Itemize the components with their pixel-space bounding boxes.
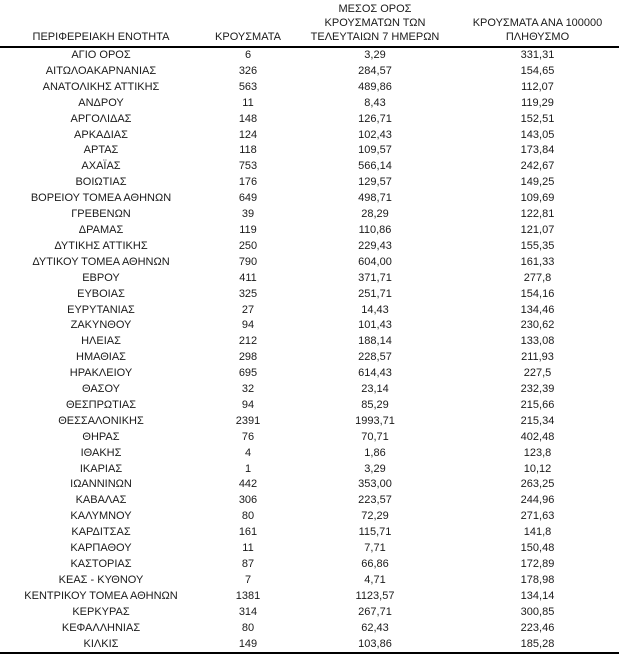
cell-per-100k: 277,8 bbox=[523, 271, 552, 284]
cell-cases: 176 bbox=[238, 176, 258, 189]
cell-avg-7day: 62,43 bbox=[361, 621, 389, 634]
table-row bbox=[0, 287, 619, 303]
cell-avg-7day: 251,71 bbox=[358, 287, 392, 300]
table-row bbox=[0, 334, 619, 350]
table-row bbox=[0, 318, 619, 334]
cell-avg-7day: 72,29 bbox=[361, 510, 389, 523]
table-header bbox=[0, 0, 619, 47]
cell-region: ΕΒΡΟΥ bbox=[82, 271, 120, 284]
cell-region: ΒΟΙΩΤΙΑΣ bbox=[75, 176, 127, 189]
cell-cases: 27 bbox=[241, 303, 255, 316]
cell-region: ΘΑΣΟΥ bbox=[81, 383, 121, 396]
column-header-cases: ΚΡΟΥΣΜΑΤΑ bbox=[202, 0, 294, 47]
table-row bbox=[0, 159, 619, 175]
cell-cases: 563 bbox=[238, 80, 258, 93]
table-row bbox=[0, 303, 619, 319]
cell-region: ΚΕΑΣ - ΚΥΘΝΟΥ bbox=[58, 573, 144, 586]
cell-per-100k: 112,07 bbox=[521, 80, 554, 93]
cell-region: ΚΑΣΤΟΡΙΑΣ bbox=[70, 558, 132, 570]
column-header-per-100k: ΚΡΟΥΣΜΑΤΑ ΑΝΑ 100000 ΠΛΗΘΥΣΜΟ bbox=[456, 0, 619, 47]
cell-avg-7day: 126,71 bbox=[358, 112, 392, 125]
table-row bbox=[0, 477, 619, 493]
cell-avg-7day: 228,57 bbox=[358, 351, 392, 364]
cell-cases: 76 bbox=[241, 430, 255, 443]
cell-per-100k: 134,46 bbox=[520, 303, 555, 316]
cell-avg-7day: 353,00 bbox=[358, 478, 392, 491]
cell-per-100k: 10,12 bbox=[523, 462, 552, 475]
cell-region: ΚΕΦΑΛΛΗΝΙΑΣ bbox=[61, 621, 141, 634]
cell-region: ΘΕΣΠΡΩΤΙΑΣ bbox=[65, 398, 137, 411]
cell-region: ΑΡΚΑΔΙΑΣ bbox=[74, 128, 128, 141]
cell-per-100k: 223,46 bbox=[520, 621, 555, 634]
cell-avg-7day: 489,86 bbox=[358, 80, 392, 93]
cell-avg-7day: 28,29 bbox=[361, 208, 389, 221]
cell-cases: 148 bbox=[238, 112, 258, 125]
cell-region: ΕΥΡΥΤΑΝΙΑΣ bbox=[67, 303, 135, 316]
cell-per-100k: 300,85 bbox=[520, 605, 555, 618]
cell-region: ΑΧΑΪΑΣ bbox=[81, 160, 121, 173]
cell-avg-7day: 129,57 bbox=[358, 176, 392, 189]
cell-cases: 325 bbox=[238, 287, 258, 300]
cell-cases: 411 bbox=[239, 271, 257, 284]
cell-per-100k: 215,34 bbox=[520, 414, 555, 427]
table-row bbox=[0, 223, 619, 239]
cell-per-100k: 331,31 bbox=[520, 49, 555, 61]
cell-region: ΘΕΣΣΑΛΟΝΙΚΗΣ bbox=[58, 414, 144, 427]
cell-region: ΔΥΤΙΚΗΣ ΑΤΤΙΚΗΣ bbox=[54, 239, 148, 252]
table-row bbox=[0, 414, 619, 430]
cell-per-100k: 154,16 bbox=[520, 287, 555, 300]
cell-avg-7day: 70,71 bbox=[361, 430, 389, 443]
cell-avg-7day: 498,71 bbox=[358, 192, 392, 205]
table-row bbox=[0, 80, 619, 96]
cell-cases: 442 bbox=[238, 478, 258, 491]
cell-region: ΑΡΓΟΛΙΔΑΣ bbox=[70, 112, 132, 125]
cell-region: ΚΕΝΤΡΙΚΟΥ ΤΟΜΕΑ ΑΘΗΝΩΝ bbox=[24, 589, 178, 602]
cell-cases: 2391 bbox=[235, 414, 261, 427]
cell-cases: 32 bbox=[241, 383, 255, 396]
cell-cases: 7 bbox=[244, 573, 252, 586]
cell-region: ΚΑΡΠΑΘΟΥ bbox=[70, 542, 132, 555]
cell-cases: 161 bbox=[238, 526, 258, 539]
cell-cases: 649 bbox=[238, 192, 258, 205]
cell-cases: 250 bbox=[238, 239, 258, 252]
table-row bbox=[0, 430, 619, 446]
cell-cases: 119 bbox=[239, 223, 257, 236]
cell-per-100k: 178,98 bbox=[520, 573, 555, 586]
table-body bbox=[0, 47, 619, 653]
table-row bbox=[0, 47, 619, 64]
cell-per-100k: 263,25 bbox=[520, 478, 555, 491]
cell-region: ΚΑΡΔΙΤΣΑΣ bbox=[71, 526, 131, 539]
cell-per-100k: 123,8 bbox=[523, 446, 552, 459]
cell-avg-7day: 85,29 bbox=[361, 398, 389, 411]
header-row bbox=[0, 0, 619, 47]
cell-region: ΚΑΒΑΛΑΣ bbox=[75, 494, 127, 507]
table-row bbox=[0, 589, 619, 605]
cell-cases: 11 bbox=[242, 542, 254, 555]
cell-avg-7day: 566,14 bbox=[358, 160, 392, 173]
cell-avg-7day: 101,43 bbox=[358, 319, 392, 332]
cell-avg-7day: 103,86 bbox=[294, 637, 456, 654]
cell-per-100k: 402,48 bbox=[520, 430, 555, 443]
cell-cases: 11 bbox=[242, 96, 254, 109]
cell-region: ΑΡΤΑΣ bbox=[83, 144, 119, 157]
table-row bbox=[0, 637, 619, 654]
cell-cases: 212 bbox=[238, 335, 258, 348]
table-row bbox=[0, 382, 619, 398]
cell-region: ΘΗΡΑΣ bbox=[82, 430, 120, 443]
cell-avg-7day: 284,57 bbox=[358, 64, 392, 77]
cell-cases: 753 bbox=[238, 160, 258, 173]
table-row bbox=[0, 509, 619, 525]
cell-cases: 695 bbox=[238, 367, 258, 380]
cell-avg-7day: 7,71 bbox=[364, 542, 386, 555]
cell-region: ΑΓΙΟ ΟΡΟΣ bbox=[71, 49, 131, 61]
table-row bbox=[0, 96, 619, 112]
table-row bbox=[0, 605, 619, 621]
cell-cases: 790 bbox=[238, 255, 258, 268]
cell-per-100k: 232,39 bbox=[520, 383, 555, 396]
cell-region: ΙΚΑΡΙΑΣ bbox=[79, 462, 123, 475]
table-row bbox=[0, 350, 619, 366]
cell-per-100k: 271,63 bbox=[520, 510, 555, 523]
cell-cases: 306 bbox=[238, 494, 258, 507]
cell-avg-7day: 23,14 bbox=[361, 383, 389, 396]
cell-cases: 4 bbox=[244, 446, 252, 459]
cell-avg-7day: 1123,57 bbox=[355, 589, 395, 602]
cell-region: ΚΕΡΚΥΡΑΣ bbox=[72, 605, 130, 618]
table-row bbox=[0, 143, 619, 159]
cell-avg-7day: 3,29 bbox=[364, 49, 386, 61]
cell-avg-7day: 14,43 bbox=[361, 303, 389, 316]
cell-avg-7day: 229,43 bbox=[358, 239, 392, 252]
cell-per-100k: 121,07 bbox=[520, 223, 555, 236]
cell-avg-7day: 1993,71 bbox=[355, 414, 395, 427]
table-row bbox=[0, 239, 619, 255]
cell-per-100k: 134,14 bbox=[520, 589, 555, 602]
cell-per-100k: 119,29 bbox=[521, 96, 554, 109]
cell-cases: 94 bbox=[241, 398, 255, 411]
table-row bbox=[0, 493, 619, 509]
cell-per-100k: 211,93 bbox=[521, 351, 554, 364]
cell-per-100k: 230,62 bbox=[520, 319, 555, 332]
cell-cases: 1 bbox=[244, 462, 252, 475]
table-row bbox=[0, 398, 619, 414]
cell-region: ΗΛΕΙΑΣ bbox=[81, 335, 121, 348]
cell-cases: 149 bbox=[202, 637, 294, 654]
table-row bbox=[0, 446, 619, 462]
cell-region: ΑΝΑΤΟΛΙΚΗΣ ΑΤΤΙΚΗΣ bbox=[42, 80, 160, 93]
cell-per-100k: 185,28 bbox=[456, 637, 619, 654]
cell-cases: 124 bbox=[238, 128, 258, 141]
cell-per-100k: 154,65 bbox=[520, 64, 555, 77]
cell-cases: 80 bbox=[241, 510, 255, 523]
cell-avg-7day: 188,14 bbox=[358, 335, 392, 348]
cell-region: ΚΑΛΥΜΝΟΥ bbox=[70, 510, 132, 523]
cell-avg-7day: 3,29 bbox=[364, 462, 386, 475]
cell-avg-7day: 614,43 bbox=[358, 367, 392, 380]
table-row bbox=[0, 112, 619, 128]
cell-cases: 6 bbox=[244, 49, 252, 61]
table-row bbox=[0, 462, 619, 478]
cell-cases: 118 bbox=[239, 144, 257, 157]
cell-per-100k: 152,51 bbox=[520, 112, 555, 125]
cell-per-100k: 150,48 bbox=[520, 542, 555, 555]
table-row bbox=[0, 525, 619, 541]
table-row bbox=[0, 175, 619, 191]
cell-per-100k: 149,25 bbox=[520, 176, 555, 189]
cell-per-100k: 143,05 bbox=[520, 128, 555, 141]
table-row bbox=[0, 271, 619, 287]
cell-per-100k: 133,08 bbox=[520, 335, 555, 348]
cell-avg-7day: 371,71 bbox=[358, 271, 392, 284]
cell-region: ΔΡΑΜΑΣ bbox=[78, 223, 124, 236]
cell-avg-7day: 109,57 bbox=[358, 144, 392, 157]
cell-per-100k: 155,35 bbox=[520, 239, 555, 252]
cell-per-100k: 215,66 bbox=[520, 398, 555, 411]
cell-avg-7day: 223,57 bbox=[358, 494, 392, 507]
cell-cases: 1381 bbox=[235, 589, 261, 602]
cell-region: ΓΡΕΒΕΝΩΝ bbox=[71, 208, 131, 221]
cell-cases: 326 bbox=[238, 64, 258, 77]
cell-avg-7day: 604,00 bbox=[358, 255, 392, 268]
cell-per-100k: 109,69 bbox=[520, 192, 555, 205]
table-row bbox=[0, 255, 619, 271]
cell-region: ΒΟΡΕΙΟΥ ΤΟΜΕΑ ΑΘΗΝΩΝ bbox=[30, 192, 172, 205]
cell-region: ΕΥΒΟΙΑΣ bbox=[77, 287, 125, 300]
cell-cases: 39 bbox=[241, 208, 255, 221]
cell-region: ΑΙΤΩΛΟΑΚΑΡΝΑΝΙΑΣ bbox=[45, 64, 157, 77]
table-row bbox=[0, 191, 619, 207]
cell-cases: 314 bbox=[238, 605, 258, 618]
cell-cases: 94 bbox=[241, 319, 255, 332]
table-row bbox=[0, 573, 619, 589]
table-row bbox=[0, 557, 619, 573]
cell-per-100k: 172,89 bbox=[520, 558, 555, 570]
cell-per-100k: 122,81 bbox=[520, 208, 555, 221]
cell-cases: 87 bbox=[241, 558, 255, 570]
cell-avg-7day: 110,86 bbox=[358, 223, 392, 236]
table-row bbox=[0, 128, 619, 144]
table-row bbox=[0, 64, 619, 80]
column-header-avg-7day: ΜΕΣΟΣ ΟΡΟΣ ΚΡΟΥΣΜΑΤΩΝ ΤΩΝ ΤΕΛΕΥΤΑΙΩΝ 7 ΗΜΕΡΩΝ bbox=[294, 0, 456, 47]
cell-avg-7day: 66,86 bbox=[361, 558, 389, 570]
column-header-region: ΠΕΡΙΦΕΡΕΙΑΚΗ ΕΝΟΤΗΤΑ bbox=[0, 0, 202, 47]
table-row bbox=[0, 207, 619, 223]
table-row bbox=[0, 541, 619, 557]
cell-per-100k: 227,5 bbox=[523, 367, 552, 380]
cell-per-100k: 141,8 bbox=[523, 526, 552, 539]
cell-per-100k: 173,84 bbox=[520, 144, 555, 157]
cell-avg-7day: 267,71 bbox=[358, 605, 392, 618]
cell-region: ΙΘΑΚΗΣ bbox=[80, 446, 122, 459]
cell-per-100k: 161,33 bbox=[520, 255, 555, 268]
table-row bbox=[0, 621, 619, 637]
cell-region: ΗΡΑΚΛΕΙΟΥ bbox=[69, 367, 133, 380]
cell-avg-7day: 1,86 bbox=[364, 446, 386, 459]
cell-region: ΔΥΤΙΚΟΥ ΤΟΜΕΑ ΑΘΗΝΩΝ bbox=[32, 255, 170, 268]
cell-cases: 298 bbox=[238, 351, 258, 364]
cell-region: ΚΙΛΚΙΣ bbox=[0, 637, 202, 654]
cell-per-100k: 242,67 bbox=[520, 160, 555, 173]
table-row bbox=[0, 366, 619, 382]
cell-region: ΑΝΔΡΟΥ bbox=[78, 96, 124, 109]
cell-avg-7day: 8,43 bbox=[364, 96, 386, 109]
cell-cases: 80 bbox=[241, 621, 255, 634]
cell-region: ΗΜΑΘΙΑΣ bbox=[76, 351, 126, 364]
cell-region: ΖΑΚΥΝΘΟΥ bbox=[70, 319, 132, 332]
cell-avg-7day: 102,43 bbox=[358, 128, 392, 141]
cell-avg-7day: 115,71 bbox=[358, 526, 392, 539]
cell-region: ΙΩΑΝΝΙΝΩΝ bbox=[70, 478, 132, 491]
cell-avg-7day: 4,71 bbox=[364, 573, 386, 586]
cell-per-100k: 244,96 bbox=[520, 494, 555, 507]
